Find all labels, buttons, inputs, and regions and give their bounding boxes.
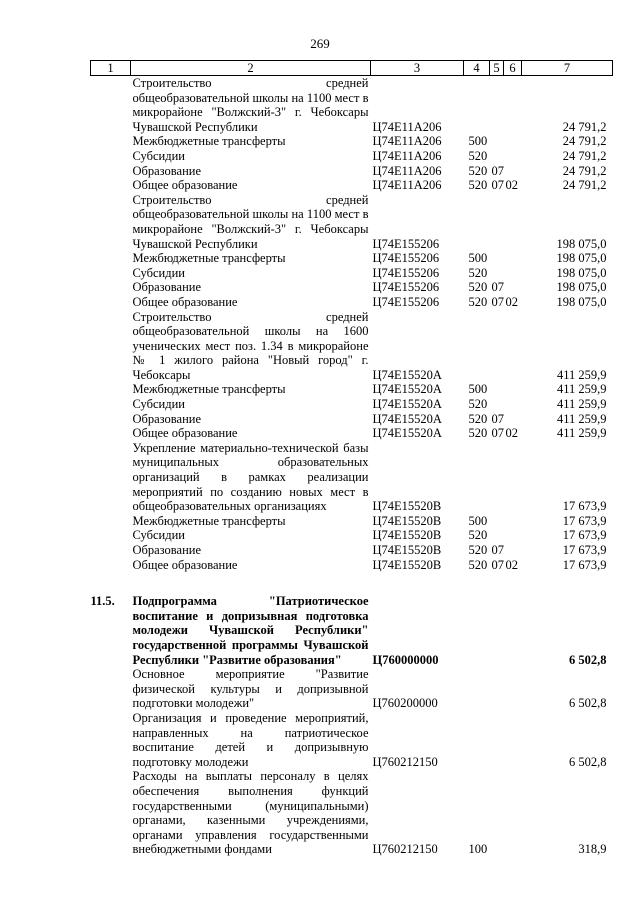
table-row [91,514,613,529]
row-index [91,134,131,149]
row-index [91,193,131,251]
row-amount: 6 502,8 [569,696,607,711]
row-expense-type: 500 [468,251,488,266]
row-subsection [504,134,522,149]
row-expense-type [464,441,490,514]
row-subsection [504,76,522,135]
row-expense-type: 520 [468,411,488,426]
row-amount: 17 673,9 [562,557,607,572]
row-section [490,711,504,769]
table-row [91,426,613,441]
row-index [91,711,131,769]
row-name: Межбюджетные трансферты [132,382,286,397]
row-subsection: 02 [505,178,518,193]
row-code: Ц74Е11А206 [372,134,442,149]
row-expense-type: 520 [468,557,488,572]
row-section [490,594,504,667]
row-index [91,149,131,164]
row-code: Ц74Е15520В [372,499,442,514]
row-subsection [504,667,522,711]
row-section [490,193,504,251]
row-amount: 24 791,2 [562,134,607,149]
row-code: Ц74Е15520В [372,543,442,557]
row-index [91,528,131,543]
row-name: Общее образование [132,178,238,193]
row-subsection [504,397,522,412]
table-row [91,149,613,164]
table-row [91,266,613,281]
row-code: Ц74Е15520В [372,528,442,543]
row-code: Ц74Е11А206 [372,119,442,134]
row-amount: 198 075,0 [556,251,607,266]
row-section [490,769,504,857]
row-code: Ц74Е11А206 [372,148,442,163]
row-section [490,528,504,543]
row-code: Ц760000000 [372,652,439,667]
row-name: Подпрограмма "Патриотическое воспитание и допризывная подготовка молодежи Чувашской Республики" государственной программы Чувашской Республики "Развитие образования" [132,594,369,667]
row-amount: 17 673,9 [562,499,607,514]
row-amount: 6 502,8 [569,754,607,769]
table-row [91,76,613,135]
row-expense-type: 100 [468,842,488,857]
table-row [91,412,613,427]
table-row [91,711,613,769]
row-subsection [504,769,522,857]
column-header: 7 [522,61,613,76]
row-index [91,514,131,529]
row-section: 07 [491,557,504,572]
row-expense-type: 520 [468,294,488,309]
table-row [91,528,613,543]
spacer-row [91,572,613,594]
row-code: Ц74Е155206 [372,280,440,295]
row-index [91,769,131,857]
row-subsection [504,164,522,179]
row-index [91,310,131,383]
row-subsection [504,310,522,383]
row-index [91,426,131,441]
row-subsection [504,514,522,529]
row-amount: 198 075,0 [556,236,607,251]
row-code: Ц760212150 [372,754,438,769]
row-section [490,251,504,266]
table-row [91,295,613,310]
row-name: Строительство средней общеобразовательной школы на 1100 мест в микрорайоне "Волжский-3" г. Чебоксары Чувашской Республики [132,76,369,134]
column-header: 3 [371,61,464,76]
row-index [91,558,131,573]
row-index [91,441,131,514]
row-amount: 24 791,2 [562,163,607,178]
row-name: Субсидии [132,528,185,543]
row-amount: 17 673,9 [562,543,607,557]
row-section [490,397,504,412]
row-expense-type [464,667,490,711]
row-amount: 411 259,9 [556,397,607,412]
table-row [91,134,613,149]
table-row [91,397,613,412]
row-index [91,382,131,397]
table-row [91,667,613,711]
table-row [91,441,613,514]
row-section [490,310,504,383]
row-name: Субсидии [132,148,185,163]
row-expense-type [464,310,490,383]
row-name: Образование [132,411,202,426]
row-code: Ц74Е155206 [372,294,440,309]
table-row [91,251,613,266]
row-index [91,164,131,179]
column-header: 1 [91,61,131,76]
row-expense-type [464,76,490,135]
row-subsection [504,711,522,769]
row-section [490,514,504,529]
column-header: 2 [131,61,371,76]
row-name: Общее образование [132,294,238,309]
table-row [91,769,613,857]
row-index [91,266,131,281]
row-section: 07 [491,543,504,557]
column-header: 6 [504,61,522,76]
row-amount: 6 502,8 [569,652,607,667]
row-code: Ц760200000 [372,696,438,711]
row-subsection [504,412,522,427]
row-amount: 17 673,9 [562,528,607,543]
row-code: Ц74Е15520А [372,397,442,412]
budget-table [90,60,613,857]
row-code: Ц74Е155206 [372,251,440,266]
table-row [91,280,613,295]
row-index [91,397,131,412]
row-section: 07 [491,178,504,193]
row-name: Образование [132,163,202,178]
row-code: Ц74Е11А206 [372,163,442,178]
row-index [91,543,131,558]
row-expense-type: 520 [468,178,488,193]
row-subsection [504,441,522,514]
row-expense-type [464,193,490,251]
row-amount: 24 791,2 [562,119,607,134]
page-number: 269 [310,36,330,51]
row-index [91,251,131,266]
row-subsection: 02 [505,557,518,572]
table-row [91,310,613,383]
row-section [490,667,504,711]
row-name: Образование [132,280,202,295]
row-name: Основное мероприятие "Развитие физической культуры и допризывной подготовки молодежи" [132,667,369,711]
row-name: Образование [132,543,202,557]
row-amount: 411 259,9 [556,411,607,426]
row-amount: 198 075,0 [556,265,607,280]
row-index [91,280,131,295]
row-index [91,667,131,711]
column-header: 5 [490,61,504,76]
row-subsection [504,543,522,558]
row-section [490,76,504,135]
row-subsection [504,280,522,295]
row-name: Укрепление материально-технической базы муниципальных образовательных организаций в рамках реализации мероприятий по созданию новых мест в общеобразовательных организациях [132,440,369,514]
row-expense-type: 520 [468,280,488,295]
row-amount: 411 259,9 [556,382,607,397]
row-subsection [504,251,522,266]
row-code: Ц74Е15520А [372,367,442,382]
row-amount: 198 075,0 [556,280,607,295]
row-expense-type: 520 [468,426,488,441]
row-expense-type: 520 [468,397,488,412]
row-expense-type: 520 [468,528,488,543]
row-code: Ц74Е15520В [372,513,442,528]
row-subsection [504,149,522,164]
row-index [91,178,131,193]
row-name: Межбюджетные трансферты [132,134,286,149]
row-subsection [504,594,522,667]
table-row [91,543,613,558]
row-amount: 411 259,9 [556,367,607,382]
row-section: 07 [491,280,504,295]
row-name: Общее образование [132,426,238,441]
row-section [490,149,504,164]
row-name: Субсидии [132,397,185,412]
row-name: Общее образование [132,557,238,572]
row-subsection: 02 [505,426,518,441]
row-code: Ц760212150 [372,842,438,857]
row-expense-type [464,711,490,769]
row-expense-type: 520 [468,543,488,557]
row-expense-type [464,594,490,667]
table-header-row [91,61,613,76]
row-section [490,134,504,149]
row-amount: 198 075,0 [556,294,607,309]
table-row [91,558,613,573]
row-index [91,412,131,427]
row-subsection: 02 [505,294,518,309]
row-code: Ц74Е155206 [372,265,440,280]
row-subsection [504,193,522,251]
row-code: Ц74Е15520А [372,411,442,426]
row-index [91,76,131,135]
row-name: Расходы на выплаты персоналу в целях обеспечения выполнения функций государственными (муниципальными) органами, казенными учреждениями, органами управления государственными внебюджетными фондами [132,769,369,857]
row-index [91,295,131,310]
row-expense-type: 500 [468,513,488,528]
row-section [490,382,504,397]
table-row [91,193,613,251]
row-section: 07 [491,411,504,426]
row-name: Строительство средней общеобразовательной школы на 1600 ученических мест поз. 1.34 в микрорайоне № 1 жилого района "Новый город" г. Чебоксары [132,309,369,382]
row-name: Организация и проведение мероприятий, направленных на патриотическое воспитание детей и допризывную подготовку молодежи [132,710,369,769]
row-amount: 24 791,2 [562,148,607,163]
row-amount: 17 673,9 [562,513,607,528]
column-header: 4 [464,61,490,76]
row-name: Строительство средней общеобразовательной школы на 1100 мест в микрорайоне "Волжский-3" г. Чебоксары Чувашской Республики [132,192,369,251]
row-code: Ц74Е11А206 [372,178,442,193]
row-name: Межбюджетные трансферты [132,251,286,266]
row-section [490,266,504,281]
row-expense-type: 500 [468,382,488,397]
row-index: 11.5. [90,594,115,609]
row-code: Ц74Е15520А [372,426,442,441]
table-row [91,594,613,667]
table-row [91,164,613,179]
row-code: Ц74Е15520А [372,382,442,397]
row-expense-type: 520 [468,148,488,163]
table-row [91,382,613,397]
row-section: 07 [491,294,504,309]
row-code: Ц74Е15520В [372,557,442,572]
row-name: Межбюджетные трансферты [132,513,286,528]
row-expense-type: 500 [468,134,488,149]
row-code: Ц74Е155206 [372,236,440,251]
row-section: 07 [491,426,504,441]
row-section: 07 [491,163,504,178]
row-expense-type: 520 [468,265,488,280]
row-expense-type: 520 [468,163,488,178]
row-section [490,441,504,514]
row-subsection [504,528,522,543]
row-amount: 24 791,2 [562,178,607,193]
row-amount: 318,9 [578,842,607,857]
row-subsection [504,266,522,281]
row-name: Субсидии [132,265,185,280]
row-subsection [504,382,522,397]
row-amount: 411 259,9 [556,426,607,441]
table-row [91,178,613,193]
